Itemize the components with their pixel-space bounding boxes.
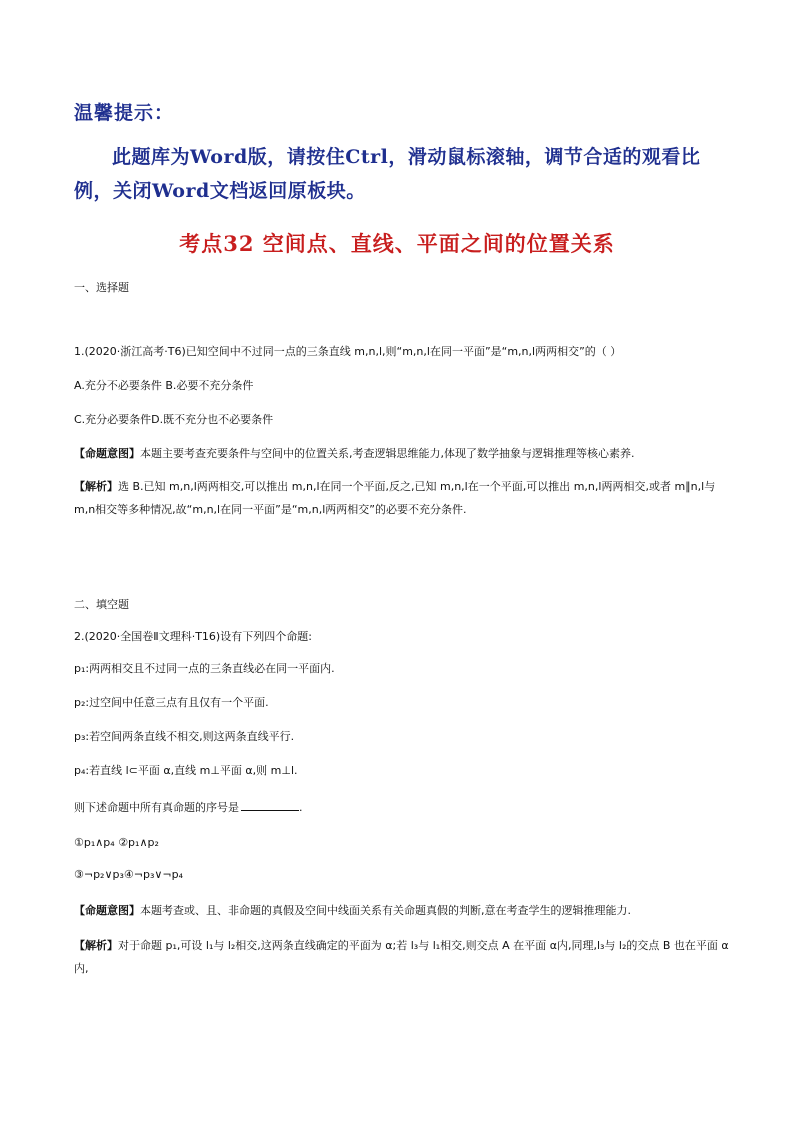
q1-options-ab: A.充分不必要条件 B.必要不充分条件 xyxy=(74,379,254,392)
q2-intent-label: 【命题意图】 xyxy=(74,904,140,917)
q1-intent xyxy=(74,445,635,461)
q1-analysis xyxy=(74,475,730,521)
tip-title: 温馨提示： xyxy=(74,102,175,124)
q2-proposition-p3: p₃:若空间两条直线不相交,则这两条直线平行. xyxy=(74,730,295,743)
q2-proposition-p1: p₁:两两相交且不过同一点的三条直线必在同一平面内. xyxy=(74,662,335,675)
q2-analysis xyxy=(74,934,730,980)
q2-ask-end: . xyxy=(299,801,303,814)
section-heading-choice: 一、选择题 xyxy=(74,281,129,294)
q2-options-line1: ①p₁∧p₄ ②p₁∧p₂ xyxy=(74,836,159,849)
section-heading-fill: 二、填空题 xyxy=(74,598,129,611)
q2-options-line2: ③¬p₂∨p₃④¬p₃∨¬p₄ xyxy=(74,868,184,881)
main-title: 考点32 空间点、直线、平面之间的位置关系 xyxy=(179,231,615,256)
q2-proposition-p2: p₂:过空间中任意三点有且仅有一个平面. xyxy=(74,696,269,709)
q2-proposition-p4: p₄:若直线 l⊂平面 α,直线 m⊥平面 α,则 m⊥l. xyxy=(74,764,298,777)
q1-intent-label: 【命题意图】 xyxy=(74,447,140,460)
q1-intent-text: 本题主要考查充要条件与空间中的位置关系,考查逻辑思维能力,体现了数学抽象与逻辑推理等核心素养. xyxy=(140,447,635,460)
q2-analysis-text: 对于命题 p₁,可设 l₁与 l₂相交,这两条直线确定的平面为 α;若 l₃与 l₁相交,则交点 A 在平面 α内,同理,l₃与 l₂的交点 B 也在平面 α内, xyxy=(74,939,729,975)
q2-stem: 2.(2020·全国卷Ⅱ文理科·T16)设有下列四个命题: xyxy=(74,630,312,643)
q1-analysis-label: 【解析】 xyxy=(74,480,118,493)
q1-stem: 1.(2020·浙江高考·T6)已知空间中不过同一点的三条直线 m,n,l,则“m,n,l在同一平面”是“m,n,l两两相交”的（ ） xyxy=(74,345,622,358)
q2-analysis-label: 【解析】 xyxy=(74,939,118,952)
q2-intent xyxy=(74,902,631,918)
tip-body: 此题库为Word版，请按住Ctrl，滑动鼠标滚轴，调节合适的观看比例，关闭Word文档返回原板块。 xyxy=(74,146,701,202)
q2-ask-text: 则下述命题中所有真命题的序号是 xyxy=(74,801,239,814)
q2-ask xyxy=(74,799,303,815)
q1-analysis-text: 选 B.已知 m,n,l两两相交,可以推出 m,n,l在同一个平面,反之,已知 m,n,l在一个平面,可以推出 m,n,l两两相交,或者 m∥n,l与 m,n相交等多种情况,故“m,n,l在同一平面”是“m,n,l两两相交”的必要不充分条件. xyxy=(74,480,716,516)
answer-blank xyxy=(241,799,299,811)
q2-intent-text: 本题考查或、且、非命题的真假及空间中线面关系有关命题真假的判断,意在考查学生的逻辑推理能力. xyxy=(140,904,631,917)
q1-options-cd: C.充分必要条件D.既不充分也不必要条件 xyxy=(74,413,274,426)
